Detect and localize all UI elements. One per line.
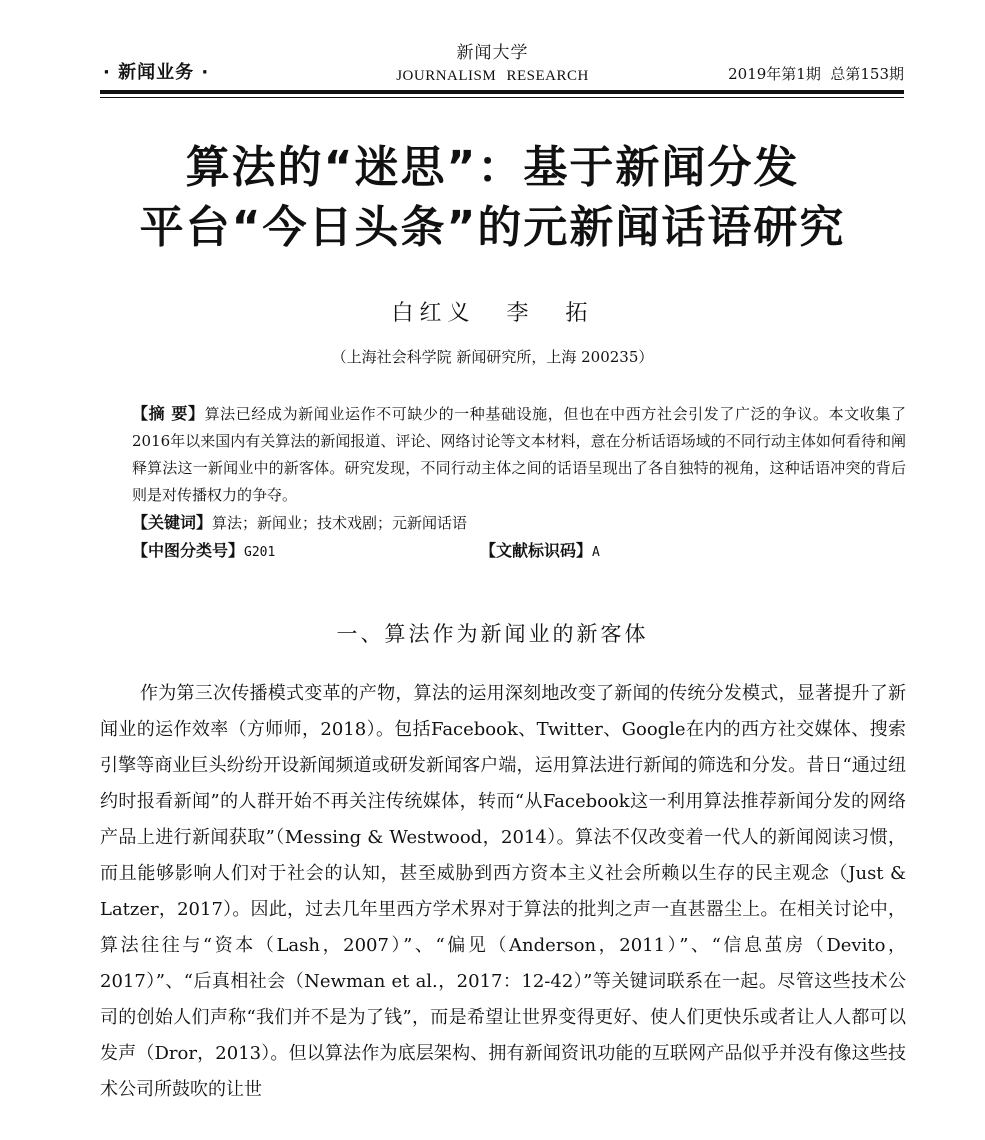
affiliation: （上海社会科学院 新闻研究所，上海 200235） xyxy=(331,348,654,366)
clc-value: G201 xyxy=(244,545,276,560)
body-text xyxy=(100,676,906,1108)
section-heading: 一、算法作为新闻业的新客体 xyxy=(336,622,649,646)
title-line-1: 算法的“迷思”：基于新闻分发 xyxy=(185,142,800,193)
keywords-label: 【关键词】 xyxy=(132,513,213,532)
doc-label: 【文献标识码】 xyxy=(480,541,593,560)
journal-name-cn: 新闻大学 xyxy=(456,43,529,63)
authors: 白红义 李 拓 xyxy=(391,301,594,326)
title-line-2: 平台“今日头条”的元新闻话语研究 xyxy=(139,202,846,253)
doc-value: A xyxy=(592,545,600,560)
keywords-line xyxy=(100,509,906,537)
journal-name-en: JOURNALISM RESEARCH xyxy=(396,68,589,84)
keywords-text: 算法；新闻业；技术戏剧；元新闻话语 xyxy=(212,514,468,532)
header-rule-thick xyxy=(100,90,904,94)
doc-code xyxy=(480,537,600,567)
abstract-block xyxy=(100,400,906,565)
abstract-label: 【摘 要】 xyxy=(132,404,205,423)
body-paragraph: 作为第三次传播模式变革的产物，算法的运用深刻地改变了新闻的传统分发模式，显著提升了新闻业的运作效率（方师师，2018）。包括Facebook、Twitter、Google在内的西方社交媒体、搜索引擎等商业巨头纷纷开设新闻频道或研发新闻客户端，运用算法进行新闻的筛选和分发。昔日“通过纽约时报看新闻”的人群开始不再关注传统媒体，转而“从Facebook这一利用算法推荐新闻分发的网络产品上进行新闻获取”（Messing & Westwood，2014）。算法不仅改变着一代人的新闻阅读习惯，而且能够影响人们对于社会的认知，甚至威胁到西方资本主义社会所赖以生存的民主观念（Just & Latzer，2017）。因此，过去几年里西方学术界对于算法的批判之声一直甚嚣尘上。在相关讨论中，算法往往与“资本（Lash，2007）”、“偏见（Anderson，2011）”、“信息茧房（Devito，2017）”、“后真相社会（Newman et al.，2017：12-42）”等关键词联系在一起。尽管这些技术公司的创始人们声称“我们并不是为了钱”，而是希望让世界变得更好、使人们更快乐或者让人人都可以发声（Dror，2013）。但以算法作为底层架构、拥有新闻资讯功能的互联网产品似乎并没有像这些技术公司所鼓吹的让世 xyxy=(100,683,906,1100)
article-title xyxy=(0,138,985,258)
classification-line xyxy=(100,537,906,565)
abstract-text: 算法已经成为新闻业运作不可缺少的一种基础设施，但也在中西方社会引发了广泛的争议。本文收集了2016年以来国内有关算法的新闻报道、评论、网络讨论等文本材料，意在分析话语场域的不同行动主体如何看待和阐释算法这一新闻业中的新客体。研究发现，不同行动主体之间的话语呈现出了各自独特的视角，这种话语冲突的背后则是对传播权力的争夺。 xyxy=(132,405,906,504)
clc-label: 【中图分类号】 xyxy=(132,541,245,560)
issue-info: 2019年第1期 总第153期 xyxy=(728,65,904,83)
section-label: · 新闻业务 · xyxy=(103,62,210,83)
abstract-paragraph xyxy=(100,400,906,509)
header-rule-thin xyxy=(100,97,904,98)
